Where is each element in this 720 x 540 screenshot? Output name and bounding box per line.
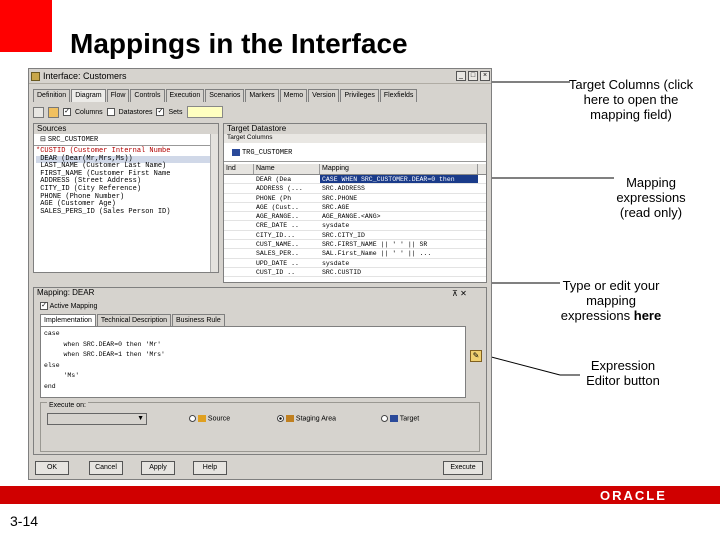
row-indicator-icons: [224, 240, 254, 248]
target-column-name: CUST_NAME..: [256, 241, 299, 249]
target-column-row[interactable]: [224, 194, 486, 203]
tab-execution[interactable]: Execution: [166, 89, 205, 102]
panel-pin-icon[interactable]: ⊼ ✕: [452, 289, 467, 298]
row-indicator-icons: [224, 249, 254, 257]
staging-area-radio[interactable]: [277, 415, 284, 422]
grid-header-mapping[interactable]: Mapping: [320, 164, 478, 174]
target-column-name: UPD_DATE ..: [256, 259, 299, 267]
target-column-row[interactable]: [224, 268, 486, 277]
target-column-row[interactable]: [224, 212, 486, 221]
window-title: Interface: Customers: [43, 71, 127, 81]
oracle-logo: ORACLE: [600, 488, 667, 503]
target-radio-label: Target: [399, 415, 420, 423]
window-app-icon: [31, 72, 40, 81]
source-radio-label: Source: [207, 415, 231, 423]
radio-source-group: [189, 415, 230, 422]
source-column-row[interactable]: SALES_PERS_ID (Sales Person ID): [36, 207, 171, 216]
execute-on-label: Execute on:: [49, 402, 86, 409]
ok-button[interactable]: OK: [35, 461, 69, 475]
target-column-row[interactable]: [224, 221, 486, 230]
row-indicator-icons: [224, 221, 254, 229]
target-column-name: DEAR (Dea: [256, 176, 292, 183]
target-column-row[interactable]: [224, 203, 486, 212]
expression-line: 'Ms': [44, 372, 80, 379]
target-column-mapping[interactable]: SRC.AGE: [322, 203, 350, 211]
target-columns-grid: [224, 164, 486, 277]
execute-on-group: [40, 402, 480, 452]
callout-mapping-expressions: Mapping expressions (read only): [616, 175, 686, 220]
tab-implementation[interactable]: Implementation: [40, 314, 96, 326]
target-column-row[interactable]: [224, 240, 486, 249]
target-column-mapping[interactable]: SRC.FIRST_NAME || ' ' || SR: [322, 241, 428, 249]
tab-scenarios[interactable]: Scenarios: [205, 89, 244, 102]
sets-label: Sets: [168, 108, 183, 116]
target-column-row[interactable]: [224, 175, 486, 184]
sources-panel: [33, 123, 219, 273]
tab-flow[interactable]: Flow: [107, 89, 130, 102]
slide-title: Mappings in the Interface: [70, 28, 408, 59]
sets-checkbox[interactable]: ✓: [157, 108, 164, 115]
source-column-row[interactable]: LAST_NAME (Customer Last Name): [36, 162, 167, 171]
target-icon: [390, 415, 398, 422]
target-column-name: PHONE (Ph: [256, 194, 292, 202]
source-column-row[interactable]: ADDRESS (Street Address): [36, 177, 142, 186]
window-titlebar: [29, 69, 491, 84]
target-panel-subtitle: Target Columns: [224, 134, 486, 143]
expression-line: end: [44, 382, 56, 390]
expression-line: when SRC.DEAR=1 then 'Mrs': [44, 351, 165, 358]
columns-checkbox[interactable]: ✓: [64, 108, 70, 115]
interface-window: [28, 68, 492, 480]
toolbar-search-box[interactable]: [187, 106, 223, 118]
callout-target-columns: Target Columns (click here to open the mapping field): [568, 77, 694, 122]
mapping-subtabs: [40, 314, 226, 326]
source-column-row[interactable]: DEAR (Dear(Mr,Mrs,Ms)): [36, 156, 218, 164]
target-grid-header: [224, 164, 486, 175]
target-column-mapping[interactable]: CASE WHEN SRC_CUSTOMER.DEAR=0 then: [320, 175, 478, 183]
tab-flexfields[interactable]: Flexfields: [380, 89, 418, 102]
row-indicator-icons: [224, 194, 254, 202]
active-mapping-checkbox[interactable]: ✓: [41, 302, 47, 309]
execute-button[interactable]: Execute: [443, 461, 483, 475]
source-column-row[interactable]: AGE (Customer Age): [36, 200, 116, 209]
grid-header-name[interactable]: Name: [254, 164, 320, 174]
interface-tabs: [33, 89, 418, 102]
source-columns-list: [36, 148, 218, 216]
apply-button[interactable]: Apply: [141, 461, 175, 475]
target-column-name: AGE (Cust..: [256, 203, 299, 211]
active-mapping-label: Active Mapping: [49, 302, 98, 310]
normal-mode-icon[interactable]: [33, 107, 44, 118]
staging-area-icon: [286, 415, 294, 422]
target-column-mapping[interactable]: SRC.CITY_ID: [322, 231, 365, 239]
row-indicator-icons: [224, 231, 254, 239]
target-panel-title: Target Datastore: [224, 124, 486, 134]
callout-type-or-edit-bold: here: [633, 308, 662, 323]
radio-target-group: [381, 415, 419, 422]
target-datastore-name: TRG_CUSTOMER: [241, 149, 293, 157]
target-column-name: CUST_ID ..: [256, 268, 296, 276]
target-column-name: AGE_RANGE..: [256, 213, 299, 221]
target-column-row[interactable]: [224, 259, 486, 268]
callout-expression-editor: Expression Editor button: [586, 358, 660, 388]
row-indicator-icons: [224, 175, 254, 183]
diagram-toolbar: [33, 104, 223, 120]
row-indicator-icons: [224, 259, 254, 267]
datastores-checkbox[interactable]: [107, 108, 115, 116]
staging-area-radio-label: Staging Area: [295, 415, 336, 423]
tab-controls[interactable]: Controls: [130, 89, 164, 102]
target-column-mapping[interactable]: SRC.PHONE: [322, 194, 358, 202]
target-column-mapping[interactable]: SAL.First_Name || ' ' || ...: [322, 250, 432, 258]
target-column-row[interactable]: [224, 231, 486, 240]
tab-markers[interactable]: Markers: [245, 89, 278, 102]
tab-memo[interactable]: Memo: [280, 89, 307, 102]
row-indicator-icons: [224, 212, 254, 220]
tab-version[interactable]: Version: [308, 89, 339, 102]
source-column-row[interactable]: PHONE (Phone Number): [36, 192, 125, 201]
mapping-panel: [33, 287, 487, 455]
source-icon: [198, 415, 206, 422]
maximize-icon[interactable]: □: [468, 71, 478, 81]
row-indicator-icons: [224, 203, 254, 211]
target-column-name: ADDRESS (...: [256, 185, 303, 193]
mapping-panel-title: Mapping: DEAR: [34, 288, 486, 299]
target-column-name: CRE_DATE ..: [256, 222, 299, 230]
target-table-icon: [232, 149, 240, 156]
close-icon[interactable]: ×: [480, 71, 490, 81]
source-column-row[interactable]: CITY_ID (City Reference): [36, 184, 142, 193]
radio-staging-group: [277, 415, 336, 422]
minimize-icon[interactable]: _: [456, 71, 466, 81]
expression-textarea[interactable]: [40, 326, 466, 398]
grid-header-ind[interactable]: Ind: [224, 164, 254, 174]
row-indicator-icons: [224, 268, 254, 276]
target-datastore-header: [224, 144, 486, 162]
sources-scrollbar[interactable]: [210, 134, 218, 272]
target-column-row[interactable]: [224, 249, 486, 258]
chevron-down-icon[interactable]: ▼: [137, 415, 144, 422]
callout-type-or-edit: [556, 278, 666, 323]
source-column-row[interactable]: *CUSTID (Customer Internal Numbe: [36, 147, 171, 155]
target-column-mapping[interactable]: SRC.CUSTID: [322, 268, 362, 276]
datastore-icon[interactable]: [48, 107, 59, 118]
editor-button-column: [470, 326, 482, 398]
execute-on-select[interactable]: [47, 413, 147, 425]
tab-business-rule[interactable]: Business Rule: [172, 314, 225, 326]
columns-label: Columns: [75, 108, 103, 116]
tab-privileges[interactable]: Privileges: [340, 89, 378, 102]
target-radio[interactable]: [381, 415, 388, 422]
source-radio[interactable]: [189, 415, 196, 422]
target-column-mapping[interactable]: sysdate: [322, 222, 350, 230]
expression-line: when SRC.DEAR=0 then 'Mr': [44, 340, 162, 348]
tab-definition[interactable]: Definition: [33, 89, 70, 102]
tab-technical-description[interactable]: Technical Description: [97, 314, 171, 326]
sources-panel-title: Sources: [34, 124, 218, 134]
target-panel: [223, 123, 487, 283]
datastores-label: Datastores: [118, 108, 153, 116]
source-expand-icon[interactable]: ⊟: [40, 136, 48, 143]
cancel-button[interactable]: Cancel: [89, 461, 123, 475]
target-column-row[interactable]: [224, 184, 486, 193]
expression-editor-icon[interactable]: ✎: [470, 350, 482, 362]
help-button[interactable]: Help: [193, 461, 227, 475]
target-column-mapping[interactable]: SRC.ADDRESS: [322, 185, 365, 193]
expression-line: else: [44, 361, 60, 369]
target-column-name: CITY_ID...: [256, 231, 296, 239]
source-datastore-header[interactable]: [34, 134, 218, 146]
target-column-mapping[interactable]: sysdate: [322, 259, 350, 267]
active-mapping-row: [40, 302, 97, 310]
target-rows: [224, 175, 486, 277]
callout-type-or-edit-text: Type or edit your mapping expressions: [560, 278, 660, 323]
expression-line: case: [44, 330, 60, 337]
source-datastore-name: SRC_CUSTOMER: [47, 136, 99, 144]
target-column-name: SALES_PER..: [256, 250, 299, 258]
page-number: 3-14: [10, 513, 39, 529]
source-column-row[interactable]: FIRST_NAME (Customer First Name: [36, 169, 171, 178]
row-indicator-icons: [224, 184, 254, 192]
target-column-mapping[interactable]: AGE_RANGE.<ANG>: [322, 213, 381, 221]
tab-diagram[interactable]: Diagram: [71, 89, 105, 102]
